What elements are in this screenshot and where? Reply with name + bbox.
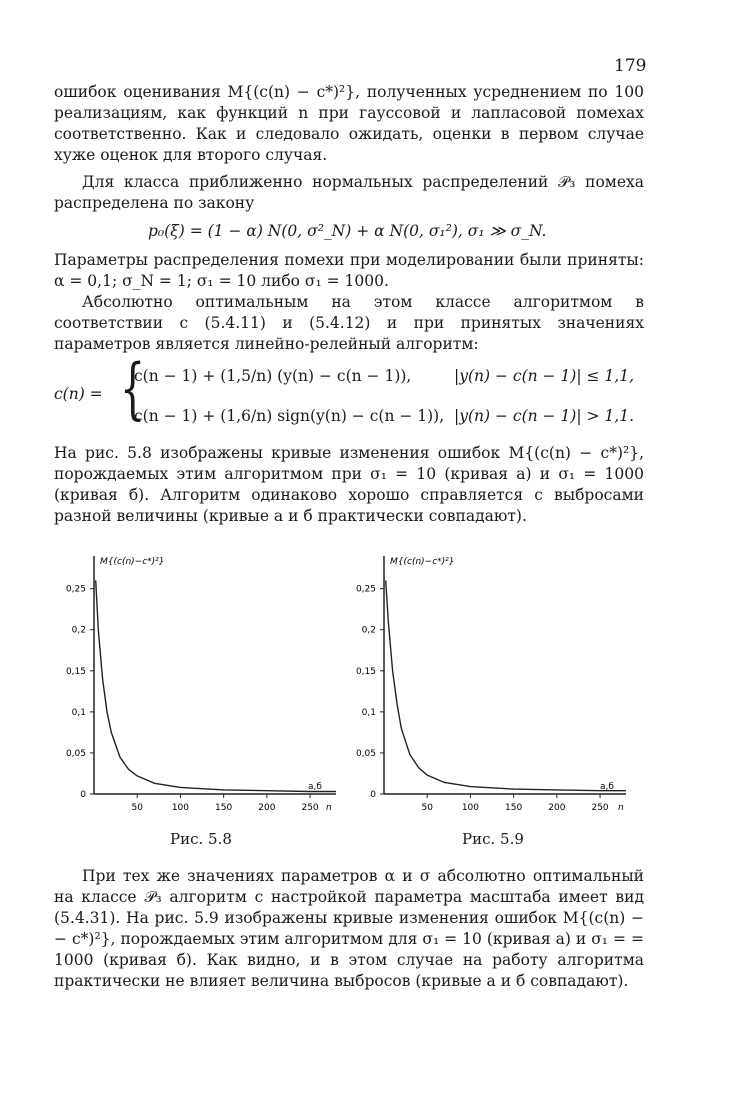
series-curve <box>96 580 336 791</box>
curve-label: а,б <box>600 782 614 792</box>
figure-5-9-chart <box>334 548 644 818</box>
x-tick-label: 100 <box>461 803 480 813</box>
brace-symbol: { <box>120 350 146 427</box>
y-tick-label: 0 <box>370 790 376 800</box>
formula-condition-1: |y(n) − c(n − 1)| ≤ 1,1, <box>454 367 634 385</box>
x-tick-label: 150 <box>215 803 233 813</box>
x-tick-label: 50 <box>421 803 433 813</box>
y-tick-label: 0,1 <box>71 707 86 718</box>
y-tick-label: 0,2 <box>361 625 376 636</box>
page-number: 179 <box>614 56 647 76</box>
x-tick-label: 250 <box>591 803 609 813</box>
x-tick-label: 200 <box>548 803 566 813</box>
figure-5-8-chart <box>40 548 350 818</box>
y-tick-label: 0,2 <box>71 625 86 636</box>
x-axis-label: n <box>618 803 624 813</box>
paragraph-3: Параметры распределения помехи при моделировании были приняты: α = 0,1; σ_N = 1; σ₁ = 10 либо σ₁ = 1000. <box>54 251 644 290</box>
formula-condition-2: |y(n) − c(n − 1)| > 1,1. <box>454 407 634 425</box>
paragraph-6: При тех же значениях параметров α и σ абсолютно оптимальный на классе 𝒫₃ алгоритм с настройкой параметра масштаба имеет вид (5.4.31). На рис. 5.9 изображены кривые изменения ошибок M{(c(n) − − c*)²}, порождаемых этим алгоритмом для σ₁ = 10 (кривая а) и σ₁ = = 1000 (кривая б). Как видно, и в этом случае на работу алгоритма практически не влияет величина выбросов (кривые а и б совпадают). <box>54 867 644 990</box>
curve-label: а,б <box>308 782 322 792</box>
y-tick-label: 0,15 <box>355 666 376 677</box>
formula-case-2: c(n − 1) + (1,6/n) sign(y(n) − c(n − 1)), <box>134 407 445 425</box>
paragraph-1: ошибок оценивания M{(c(n) − c*)²}, полученных усреднением по 100 реализациям, как функций n при гауссовой и лапласовой помехах соответственно. Как и следовало ожидать, оценки в первом случае хуже оценок для второго случая. <box>54 83 644 164</box>
series-curve <box>386 580 626 790</box>
y-axis-label: M{(c(n)−c*)²} <box>390 557 455 567</box>
formula-case-1: c(n − 1) + (1,5/n) (y(n) − c(n − 1)), <box>134 367 412 385</box>
piecewise-formula <box>54 350 654 435</box>
formula-lhs: c(n) = <box>54 385 103 403</box>
y-tick-label: 0,25 <box>355 584 376 595</box>
y-tick-label: 0,15 <box>65 666 86 677</box>
y-tick-label: 0 <box>80 790 86 800</box>
figure-5-8-caption: Рис. 5.8 <box>170 830 232 848</box>
paragraph-2: Для класса приближенно нормальных распределений 𝒫₃ помеха распределена по закону <box>54 173 644 212</box>
x-tick-label: 100 <box>171 803 190 813</box>
x-tick-label: 50 <box>131 803 143 813</box>
mixture-formula: p₀(ξ) = (1 − α) N(0, σ²_N) + α N(0, σ₁²), σ₁ ≫ σ_N. <box>148 222 547 240</box>
x-tick-label: 150 <box>505 803 523 813</box>
y-tick-label: 0,05 <box>65 748 86 759</box>
figure-5-9-caption: Рис. 5.9 <box>462 830 524 848</box>
y-tick-label: 0,05 <box>355 748 376 759</box>
paragraph-5: На рис. 5.8 изображены кривые изменения ошибок M{(c(n) − c*)²}, порождаемых этим алгоритмом при σ₁ = 10 (кривая а) и σ₁ = 1000 (кривая б). Алгоритм одинаково хорошо справляется с выбросами разной величины (кривые а и б практически совпадают). <box>54 444 644 525</box>
y-tick-label: 0,25 <box>65 584 86 595</box>
y-tick-label: 0,1 <box>361 707 376 718</box>
y-axis-label: M{(c(n)−c*)²} <box>100 557 165 567</box>
paragraph-4: Абсолютно оптимальным на этом классе алгоритмом в соответствии с (5.4.11) и (5.4.12) и при принятых значениях параметров является линейно-релейный алгоритм: <box>54 293 644 353</box>
x-axis-label: n <box>326 803 332 813</box>
x-tick-label: 200 <box>258 803 276 813</box>
x-tick-label: 250 <box>301 803 319 813</box>
